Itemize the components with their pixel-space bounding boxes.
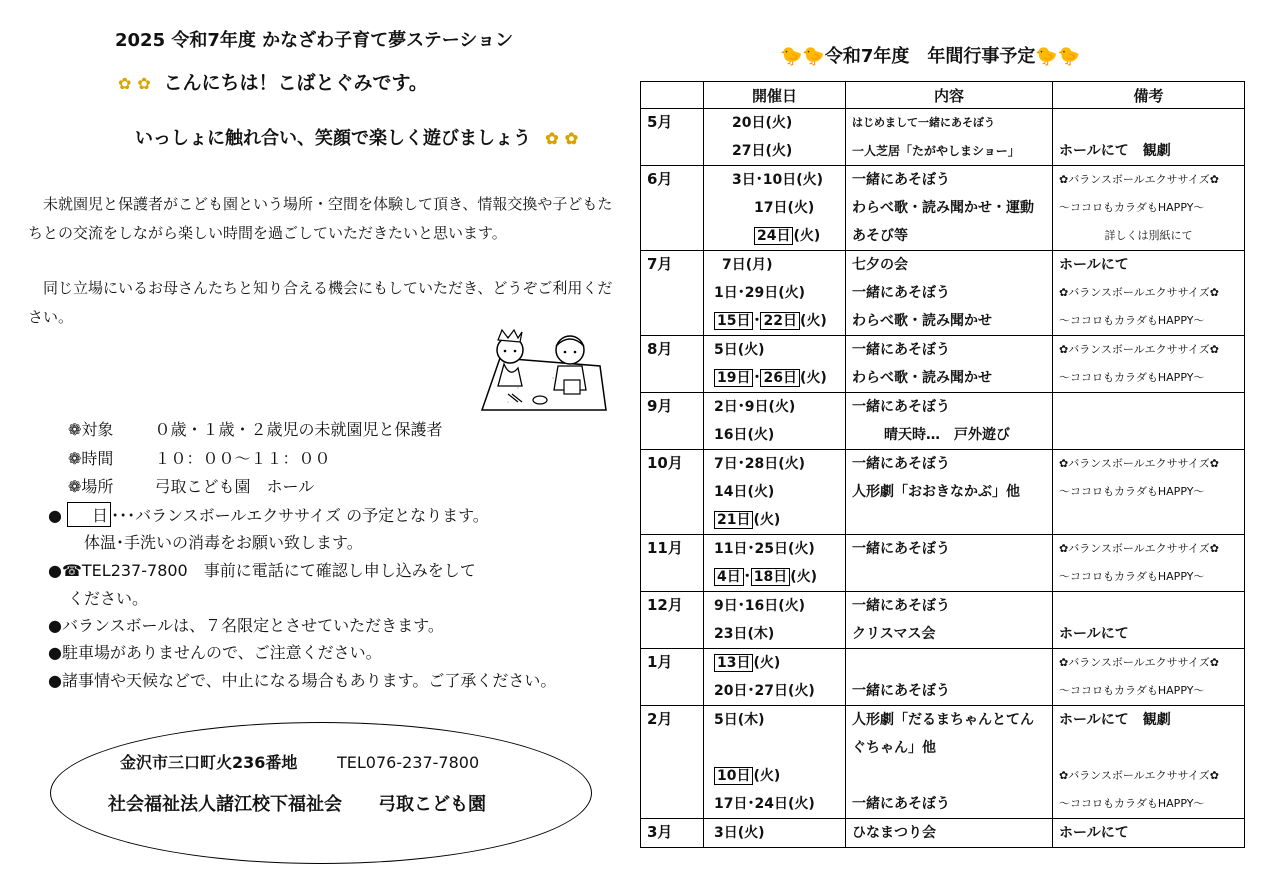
bullet-icon: ● [48,643,62,662]
time-row [68,446,331,469]
date-suffix: (火) [799,313,827,329]
date-line: 23日(木) [714,626,775,642]
greeting-heading [118,68,428,95]
chick-icon: 🐤 [1057,46,1081,67]
place-value: 弓取こども園 ホール [154,477,315,496]
boxed-date: 19日 [714,369,753,387]
date-line [710,222,839,250]
notes-line: ～ココロもカラダもHAPPY～ [1059,314,1205,327]
month-cell: 8月 [641,336,704,393]
content-cell [846,649,1053,706]
flower-icon: ✿ [1209,343,1220,356]
date-line: 9日･16日(火) [714,598,806,614]
date-line: 7日･28日(火) [714,456,806,472]
org-name: 社会福祉法人諸江校下福祉会 弓取こども園 [108,794,486,815]
date-cell [704,393,846,450]
notes-line [1059,535,1238,563]
content-cell [846,336,1053,393]
date-cell [704,649,846,706]
date-line: 1日･29日(火) [714,285,806,301]
month-cell: 6月 [641,166,704,251]
date-line [710,649,839,677]
tel-text: TEL076-237-7800 [336,753,480,772]
bullet-icon: ● [48,616,62,635]
date-suffix: (火) [799,370,827,386]
target-label: 対象 [81,420,114,439]
note-text: バランスボールは、７名限定とさせていただきます。 [61,616,444,635]
chick-icon: 🐤 [802,46,825,67]
boxed-day-sample: 日 [67,502,111,527]
notes-line: ～ココロもカラダもHAPPY～ [1059,797,1205,810]
table-row [641,706,1245,819]
notes-header: 備考 [1053,82,1245,109]
note-hygiene: 体温･手洗いの消毒をお願い致します。 [84,533,363,552]
content-cell [846,109,1053,166]
boxed-date: 10日 [714,767,753,785]
content-line: 晴天時… 戸外遊び [884,427,1010,443]
schedule-title-text: 令和7年度 年間行事予定 [824,46,1036,67]
flower-icon: ✿ [545,129,559,148]
date-cell [704,819,846,848]
bullet-icon: ● [48,561,62,580]
gear-bullet-icon: ❁ [68,449,82,468]
boxed-date: 22日 [760,312,799,330]
date-separator: ･ [753,313,761,329]
table-row [641,649,1245,706]
notes-line: ホールにて [1059,626,1129,642]
page-title: 2025 令和7年度 かなざわ子育て夢ステーション [115,30,514,51]
content-line: 一緒にあそぼう [852,285,950,301]
schedule-title [780,42,1080,68]
place-row [68,474,314,497]
notes-line: ～ココロもカラダもHAPPY～ [1059,485,1205,498]
content-line: あそび等 [852,228,908,244]
content-cell [846,166,1053,251]
note-cancel [48,668,556,691]
date-cell [704,535,846,592]
note-limit [48,613,444,636]
boxed-date: 4日 [714,568,744,586]
notes-cell [1053,819,1245,848]
notes-line: ホールにて [1059,257,1129,273]
bullet-icon: ● [48,506,62,525]
flower-icon: ✿ [1209,286,1220,299]
content-line: 一人芝居「たがやしまショー」 [852,144,1020,158]
note-parking [48,640,382,663]
content-line: 人形劇「だるまちゃんとてん [852,712,1034,728]
bb-text: バランスボールエクササイズ [1068,286,1210,299]
bb-text: バランスボールエクササイズ [1068,173,1210,186]
kids-sandbox-illustration [478,328,610,414]
flower-icon: ✿ [564,129,579,148]
notes-cell [1053,251,1245,336]
date-suffix: (火) [753,768,781,784]
date-suffix: (火) [793,228,821,244]
date-suffix: (火) [753,512,781,528]
flower-icon: ✿ [1059,769,1069,782]
month-cell: 3月 [641,819,704,848]
date-line [710,307,839,335]
notes-cell [1053,535,1245,592]
place-label: 場所 [81,477,114,496]
month-cell: 12月 [641,592,704,649]
content-line: 七夕の会 [852,257,908,273]
bb-text: バランスボールエクササイズ [1068,656,1210,669]
date-line: 7日(月) [722,257,773,273]
date-line [710,506,839,534]
notes-line: ～ココロもカラダもHAPPY～ [1059,201,1205,214]
month-cell: 2月 [641,706,704,819]
note-balance-ball [48,502,489,527]
date-line: 11日･25日(火) [714,541,815,557]
content-cell [846,450,1053,535]
content-line: クリスマス会 [852,626,936,642]
target-value: ０歳・１歳・２歳児の未就園児と保護者 [154,420,443,439]
content-line: 一緒にあそぼう [852,342,950,358]
date-separator: ･ [743,569,751,585]
flower-icon: ✿ [1209,173,1220,186]
date-line: 14日(火) [714,484,775,500]
content-line: わらべ歌・読み聞かせ [852,313,992,329]
notes-line: ～ココロもカラダもHAPPY～ [1059,371,1205,384]
boxed-date: 18日 [751,568,790,586]
date-cell [704,251,846,336]
intro-paragraph-2: 同じ立場にいるお母さんたちと知り合える機会にもしていただき、どうぞご利用ください。 [28,279,613,326]
date-suffix: (火) [790,569,818,585]
notes-cell [1053,649,1245,706]
notes-cell [1053,109,1245,166]
together-text: いっしょに触れ合い、笑顔で楽しく遊びましょう [135,128,531,149]
target-row [68,417,443,440]
boxed-date: 15日 [714,312,753,330]
notes-line [1059,166,1238,194]
flower-icon: ✿ [1209,769,1220,782]
content-line: 一緒にあそぼう [852,456,950,472]
boxed-date: 24日 [754,227,793,245]
bb-text: バランスボールエクササイズ [1068,343,1210,356]
notes-line [1059,762,1238,790]
table-header-row [641,82,1245,109]
notes-cell [1053,393,1245,450]
date-line [710,563,839,591]
boxed-date: 13日 [714,654,753,672]
date-line: 16日(火) [714,427,775,443]
notes-line [1059,649,1238,677]
month-cell: 7月 [641,251,704,336]
content-line: ぐちゃん」他 [852,740,936,756]
notes-line [1059,450,1238,478]
flower-icon: ✿ [1209,542,1220,555]
notes-line: ～ココロもカラダもHAPPY～ [1059,570,1205,583]
notes-cell [1053,592,1245,649]
flower-icon: ✿ [1059,173,1069,186]
date-cell [704,450,846,535]
flower-icon: ✿ [118,74,132,93]
content-cell [846,819,1053,848]
date-line: 17日･24日(火) [714,796,815,812]
greeting-text: こんにちは！こばとぐみです。 [163,72,428,94]
gear-bullet-icon: ❁ [68,420,82,439]
notes-cell [1053,336,1245,393]
content-cell [846,251,1053,336]
together-heading [135,124,584,150]
boxed-date: 21日 [714,511,753,529]
table-row [641,251,1245,336]
table-row [641,819,1245,848]
month-cell: 10月 [641,450,704,535]
content-line: 一緒にあそぼう [852,796,950,812]
notes-cell [1053,706,1245,819]
notes-cell [1053,450,1245,535]
content-cell [846,592,1053,649]
content-line: ひなまつり会 [852,825,936,841]
table-row [641,393,1245,450]
date-line: 3日(火) [714,825,765,841]
note-text: ☎TEL237-7800 事前に電話にて確認し申し込みをして [61,561,476,580]
note-text: 諸事情や天候などで、中止になる場合もあります。ご了承ください。 [61,671,557,690]
table-row [641,535,1245,592]
bullet-icon: ● [48,671,62,690]
notes-cell [1053,166,1245,251]
date-suffix: (火) [753,655,781,671]
flower-icon: ✿ [1059,343,1069,356]
date-line: 27日(火) [732,143,793,159]
date-cell [704,592,846,649]
date-line: 5日(木) [714,712,765,728]
content-line: 一緒にあそぼう [852,683,950,699]
flower-icon: ✿ [1059,542,1069,555]
month-cell: 9月 [641,393,704,450]
content-line: わらべ歌・読み聞かせ [852,370,992,386]
table-row [641,336,1245,393]
flower-icon: ✿ [1209,457,1220,470]
content-line: 一緒にあそぼう [852,598,950,614]
content-cell [846,535,1053,592]
month-cell: 11月 [641,535,704,592]
date-cell [704,706,846,819]
table-row [641,450,1245,535]
notes-line: 詳しくは別紙にて [1104,229,1193,242]
date-line: 2日･9日(火) [714,399,796,415]
notes-line: ホールにて 観劇 [1059,712,1171,728]
date-separator: ･ [753,370,761,386]
note-text: 駐車場がありませんので、ご注意ください。 [61,643,382,662]
chick-icon: 🐤 [780,46,803,67]
date-cell [704,166,846,251]
flower-icon: ✿ [1059,656,1069,669]
note-text: ･･･バランスボールエクササイズ の予定となります。 [111,506,489,525]
notes-line: ホールにて [1059,825,1129,841]
bb-text: バランスボールエクササイズ [1068,457,1210,470]
note-phone-cont: ください。 [68,589,149,608]
notes-line [1059,336,1238,364]
month-header [641,82,704,109]
flower-icon: ✿ [1209,656,1220,669]
month-cell: 5月 [641,109,704,166]
date-line: 20日(火) [732,115,793,131]
content-header: 内容 [846,82,1053,109]
schedule-table [640,81,1245,848]
content-line: 一緒にあそぼう [852,172,950,188]
content-line: 人形劇「おおきなかぶ」他 [852,484,1020,500]
table-row [641,166,1245,251]
intro-paragraph-1: 未就園児と保護者がこども園という場所・空間を体験して頂き、情報交換や子どもたちとの交流をしながら楽しい時間を過ごしていただきたいと思います。 [28,195,613,242]
flower-icon: ✿ [1059,457,1069,470]
bb-text: バランスボールエクササイズ [1068,542,1210,555]
address-line [120,750,479,773]
time-value: １０：００～１１：００ [154,449,331,468]
date-line [710,762,839,790]
date-line: 3日･10日(火) [732,172,824,188]
date-header: 開催日 [704,82,846,109]
notes-line [1059,279,1238,307]
notes-line: ホールにて 観劇 [1059,143,1171,159]
date-line: 20日･27日(火) [714,683,815,699]
table-row [641,592,1245,649]
date-cell [704,336,846,393]
time-label: 時間 [81,449,114,468]
notes-line: ～ココロもカラダもHAPPY～ [1059,684,1205,697]
flower-icon: ✿ [1059,286,1069,299]
date-line [710,364,839,392]
content-cell [846,706,1053,819]
gear-bullet-icon: ❁ [68,477,82,496]
address-text: 金沢市三口町火236番地 [120,753,298,772]
date-line: 5日(火) [714,342,765,358]
content-cell [846,393,1053,450]
table-row [641,109,1245,166]
chick-icon: 🐤 [1035,46,1058,67]
boxed-date: 26日 [760,369,799,387]
bb-text: バランスボールエクササイズ [1068,769,1210,782]
content-line: 一緒にあそぼう [852,541,950,557]
content-line: はじめまして一緒にあそぼう [852,116,995,129]
date-cell [704,109,846,166]
content-line: 一緒にあそぼう [852,399,950,415]
note-phone [48,558,476,581]
content-line: わらべ歌・読み聞かせ・運動 [852,200,1034,216]
month-cell: 1月 [641,649,704,706]
date-line: 17日(火) [754,200,815,216]
flower-icon: ✿ [137,74,151,93]
